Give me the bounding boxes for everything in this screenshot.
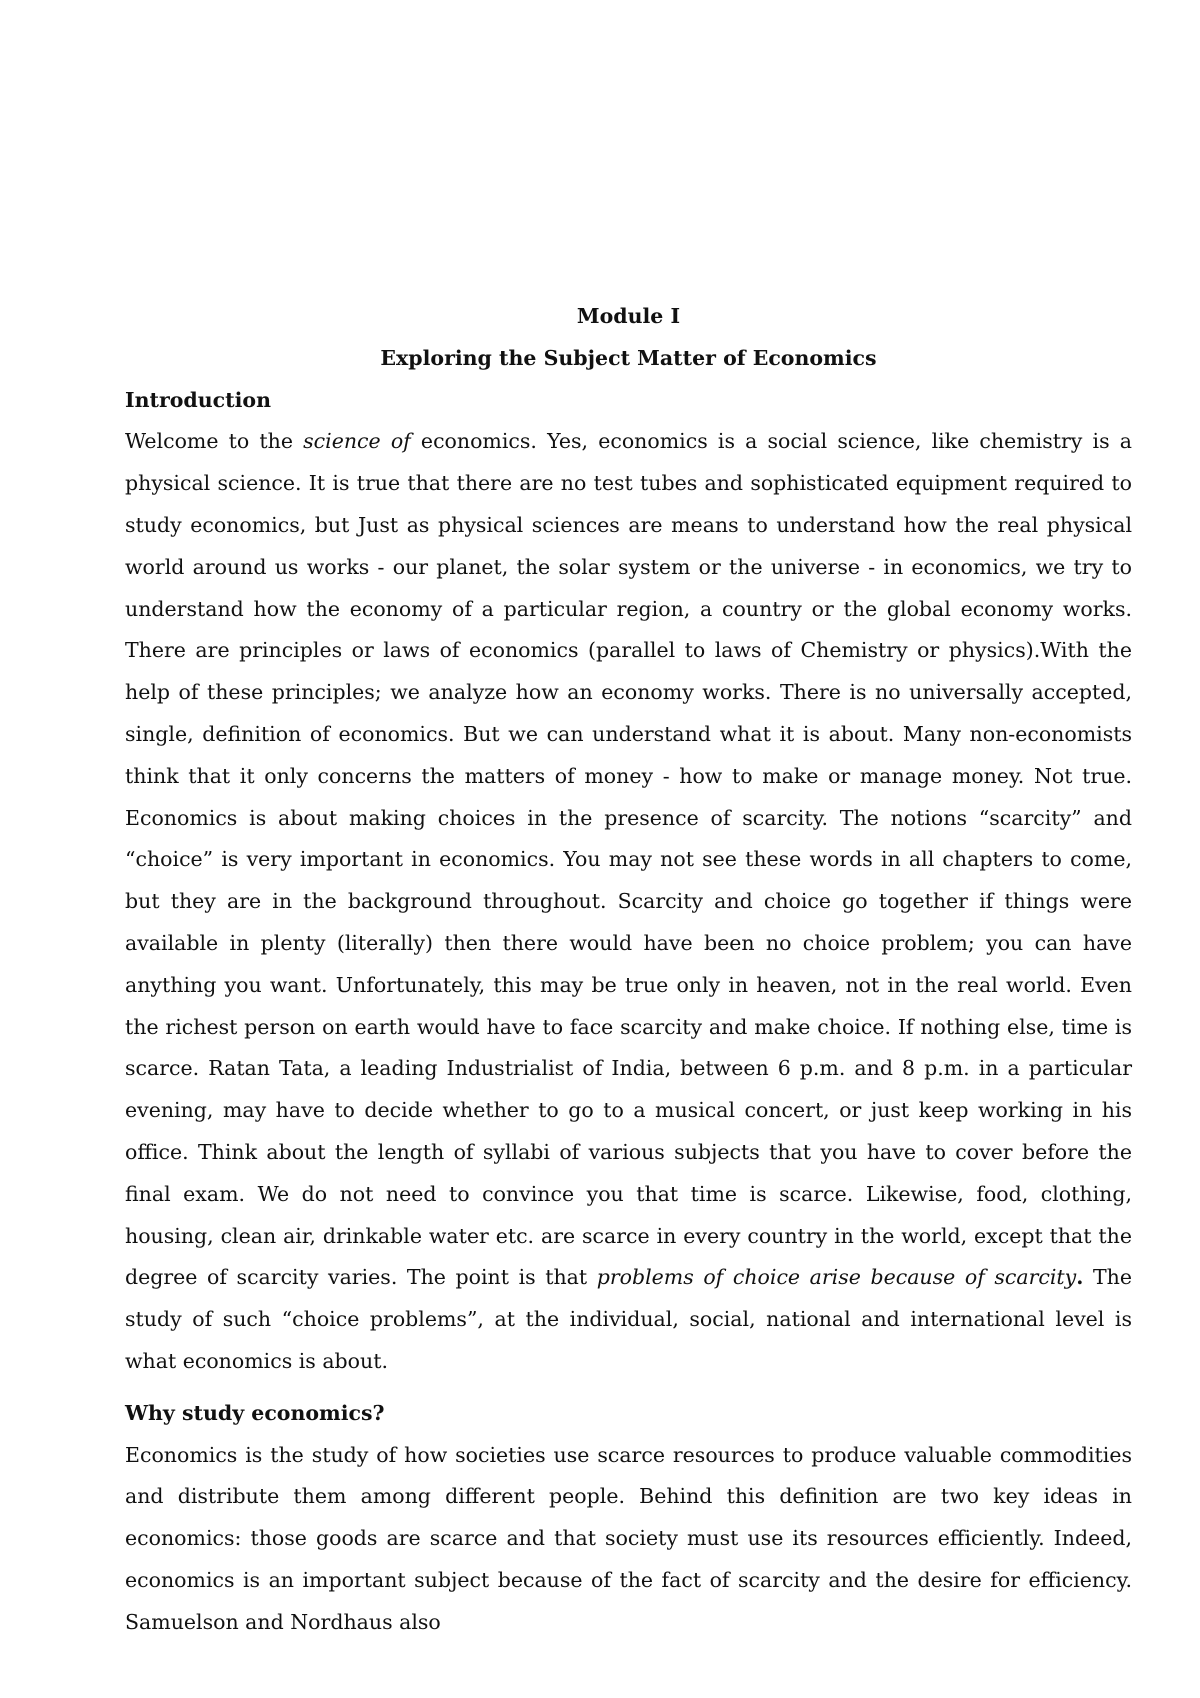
intro-emphasis-period: . [1076, 1265, 1084, 1290]
module-label: Module I [576, 304, 681, 328]
why-study-paragraph: Economics is the study of how societies use scarce resources to produce valuable commodities and distribute them among different people. Behind this definition are two key ideas in economics: those goods are scarce and that society must use its resources efficiently. Indeed, economics is an important subject because of the fact of scarcity and the desire for efficiency. Samuelson and Nordhaus also [125, 1442, 1132, 1634]
intro-text-b: economics. Yes, economics is a social science, like chemistry is a physical science. It is true that there are no test tubes and sophisticated equipment required to study economics, but Just as physical sciences are means to understand how the real physical world around us works - our planet, the solar system or the universe - in economics, we try to understand how the economy of a particular region, a country or the global economy works. There are principles or laws of economics (parallel to laws of Chemistry or physics).With the help of these principles; we analyze how an economy works. There is no universally accepted, single, definition of economics. But we can understand what it is about. Many non-economists think that it only concerns the matters of money - how to make or manage money. Not true. Economics is about making choices in the presence of scarcity. The notions “scarcity” and “choice” is very important in economics. You may not see these words in all chapters to come, but they are in the background throughout. Scarcity and choice go together if things were available in plenty (literally) then there would have been no choice problem; you can have anything you want. Unfortunately, this may be true only in heaven, not in the real world. Even the richest person on earth would have to face scarcity and make choice. If nothing else, time is scarce. Ratan Tata, a leading Industrialist of India, between 6 p.m. and 8 p.m. in a particular evening, may have to decide whether to go to a musical concert, or just keep working in his office. Think about the length of syllabi of various subjects that you have to cover before the final exam. We do not need to convince you that time is scarce. Likewise, food, clothing, housing, clean air, drinkable water etc. are scarce in every country in the world, except that the degree of scarcity varies. The point is that [125, 429, 1132, 1290]
section-gap [125, 1383, 1132, 1393]
document-page [125, 296, 1132, 1644]
intro-italic-science-of: science of [303, 429, 411, 454]
intro-emphasis-choice-scarcity: problems of choice arise because of scarcity [596, 1265, 1077, 1290]
intro-text-a: Welcome to the [125, 429, 304, 454]
intro-text-c: The study of such “choice problems”, at the individual, social, national and international level is what economics is about. [125, 1265, 1132, 1373]
introduction-paragraph [125, 421, 1132, 1382]
introduction-heading: Introduction [125, 387, 271, 412]
document-title: Exploring the Subject Matter of Economics [380, 345, 877, 370]
why-study-heading: Why study economics? [125, 1400, 385, 1425]
